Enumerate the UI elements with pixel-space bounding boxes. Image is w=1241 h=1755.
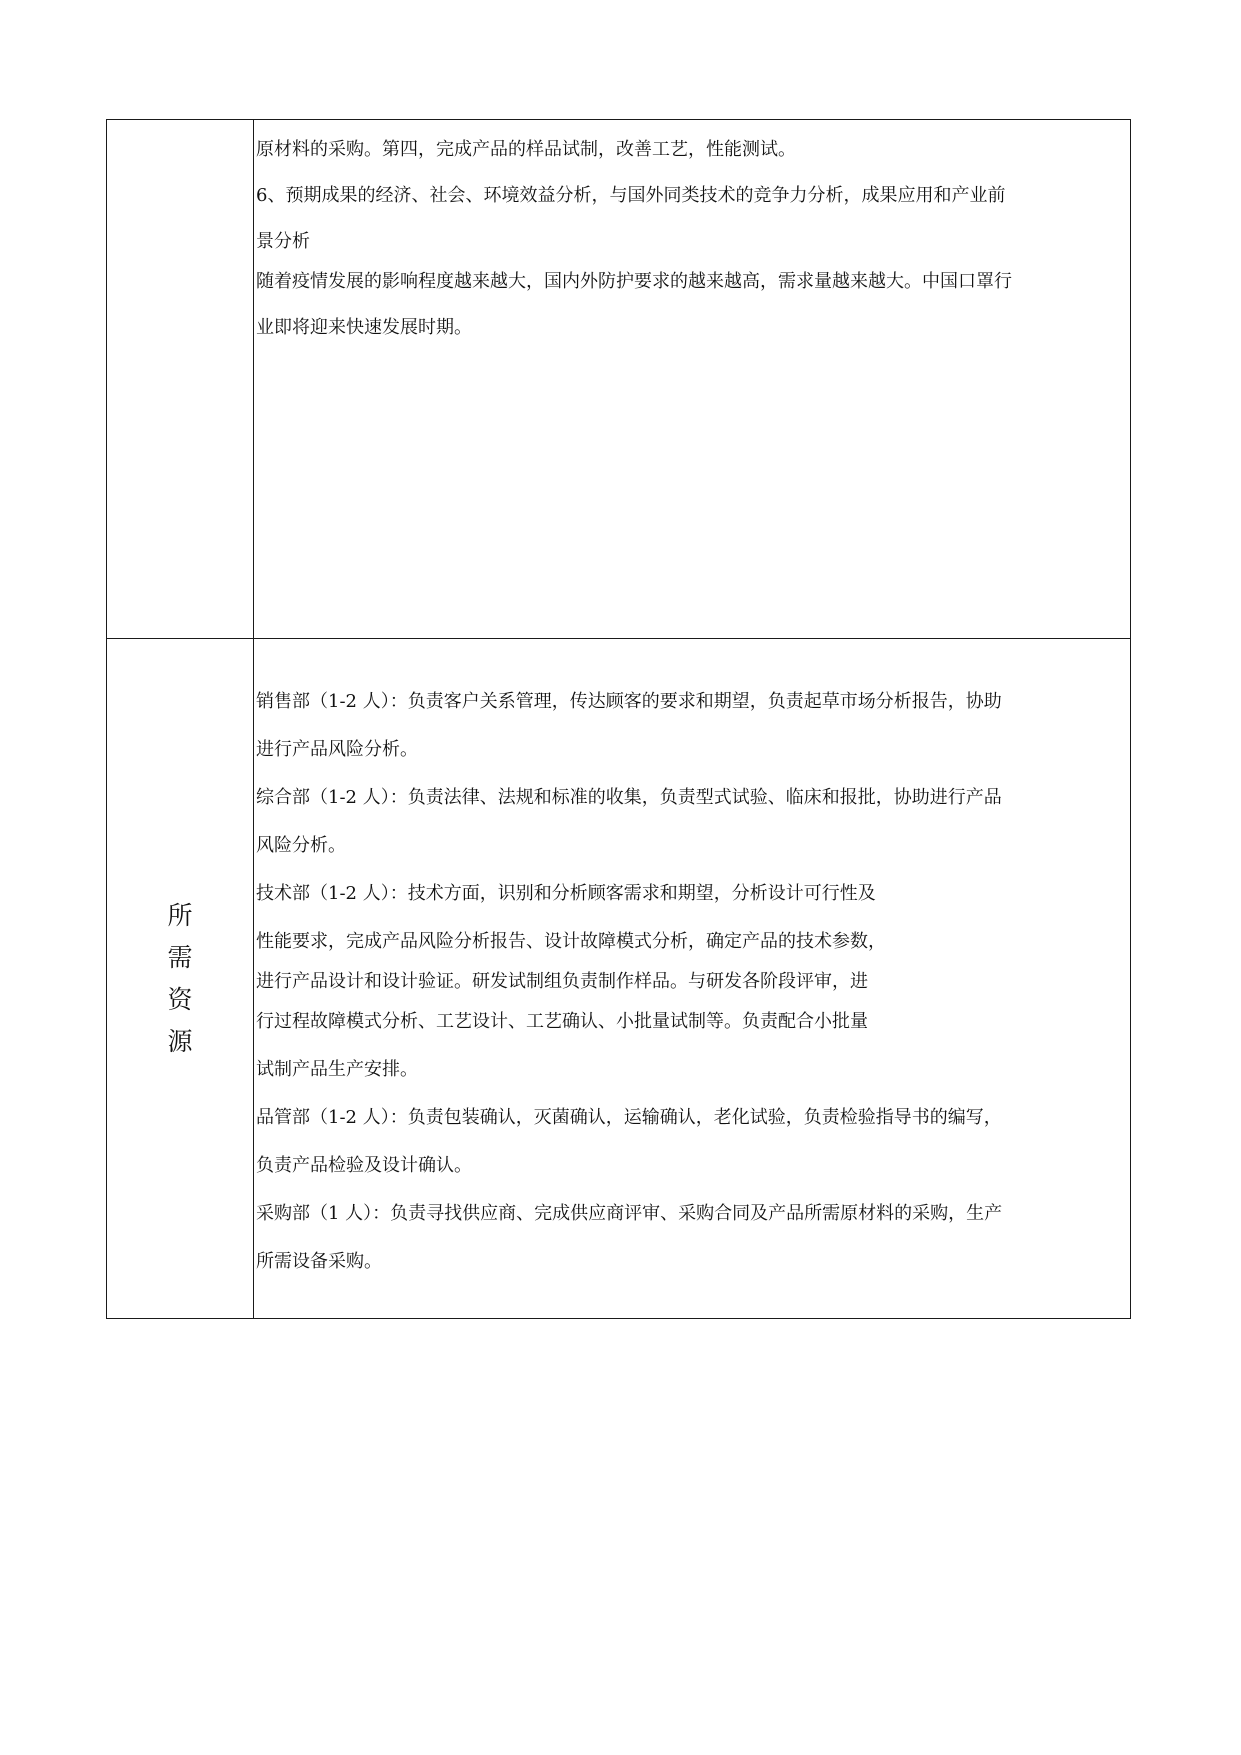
text-line: 品管部（1-2 人）：负责包装确认，灭菌确认，运输确认，老化试验，负责检验指导书的编写， [256,1107,1002,1128]
text-line: 原材料的采购。第四，完成产品的样品试制，改善工艺，性能测试。 [256,139,796,160]
text-line: 随着疫情发展的影响程度越来越大，国内外防护要求的越来越高，需求量越来越大。中国口罩行 [256,271,1012,292]
content-cell-analysis [254,120,1131,639]
text-line: 所需设备采购。 [256,1251,382,1272]
table-row [107,639,1131,1319]
text-line: 业即将迎来快速发展时期。 [256,317,472,338]
text-line: 进行产品设计和设计验证。研发试制组负责制作样品。与研发各阶段评审，进 [256,971,868,992]
text-line: 试制产品生产安排。 [256,1059,418,1080]
text-line: 负责产品检验及设计确认。 [256,1155,472,1176]
label-cell-empty [107,120,254,639]
text-line: 进行产品风险分析。 [256,739,418,760]
content-cell-resources [254,639,1131,1319]
label-cell-resources [107,639,254,1319]
text-line: 综合部（1-2 人）：负责法律、法规和标准的收集，负责型式试验、临床和报批，协助进行产品 [256,787,1002,808]
text-line: 技术部（1-2 人）：技术方面，识别和分析顾客需求和期望，分析设计可行性及 [256,883,876,904]
text-line: 行过程故障模式分析、工艺设计、工艺确认、小批量试制等。负责配合小批量 [256,1011,868,1032]
text-line: 销售部（1-2 人）：负责客户关系管理，传达顾客的要求和期望，负责起草市场分析报告，协助 [256,691,1002,712]
table-row [107,120,1131,639]
text-line: 风险分析。 [256,835,346,856]
row-label: 所需资源 [167,900,193,1056]
resource-table [106,119,1131,1319]
text-line: 景分析 [256,231,310,252]
text-line: 6、预期成果的经济、社会、环境效益分析，与国外同类技术的竞争力分析，成果应用和产业前 [256,185,1006,206]
text-line: 性能要求，完成产品风险分析报告、设计故障模式分析，确定产品的技术参数， [256,931,886,952]
text-line: 采购部（1 人）：负责寻找供应商、完成供应商评审、采购合同及产品所需原材料的采购，生产 [256,1203,1003,1224]
